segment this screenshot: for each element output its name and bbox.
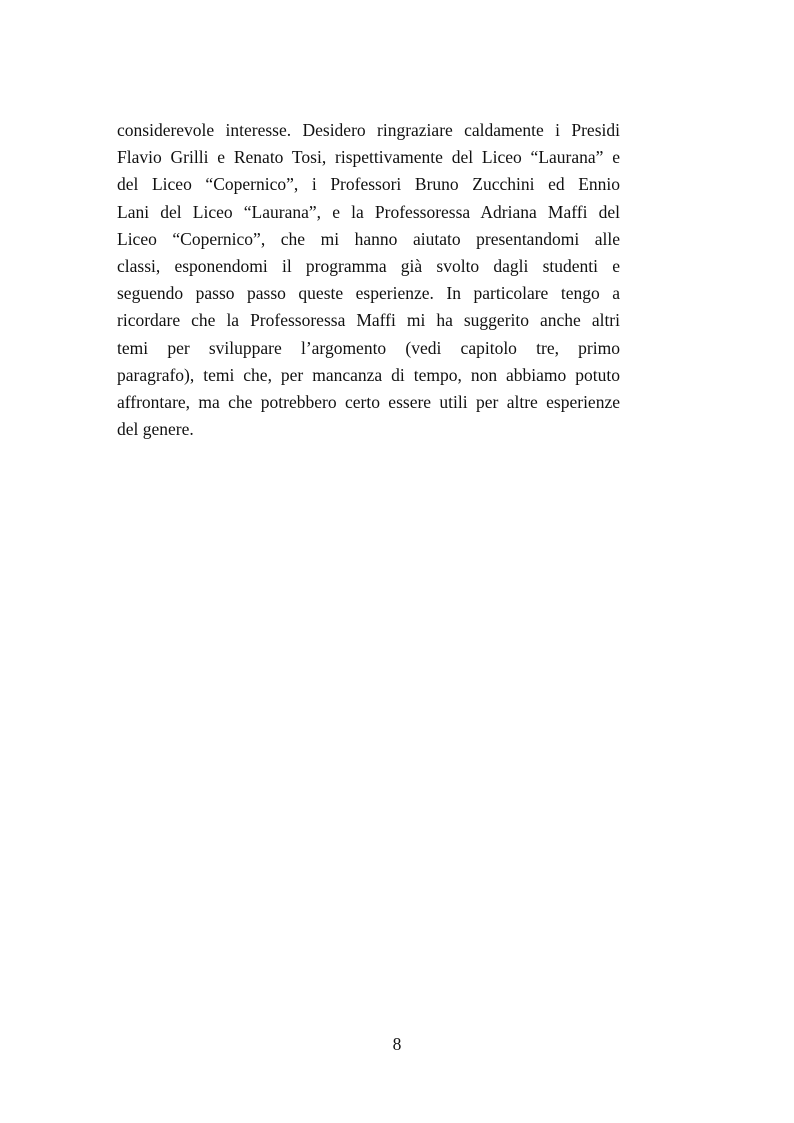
paragraph-line: Lani del Liceo “Laurana”, e la Professoressa Adriana Maffi del — [117, 201, 620, 222]
page-number: 8 — [392, 1034, 402, 1054]
body-paragraph — [117, 117, 620, 443]
paragraph-line: ricordare che la Professoressa Maffi mi ha suggerito anche altri — [117, 310, 620, 331]
paragraph-line: affrontare, ma che potrebbero certo essere utili per altre esperienze — [117, 391, 620, 412]
paragraph-line: del genere. — [117, 419, 194, 440]
paragraph-line: temi per sviluppare l’argomento (vedi capitolo tre, primo — [117, 337, 620, 358]
paragraph-line: Liceo “Copernico”, che mi hanno aiutato presentandomi alle — [117, 228, 620, 249]
paragraph-line: Flavio Grilli e Renato Tosi, rispettivamente del Liceo “Laurana” e — [117, 147, 620, 168]
paragraph-line: considerevole interesse. Desidero ringraziare caldamente i Presidi — [117, 120, 620, 140]
paragraph-line: seguendo passo passo queste esperienze. In particolare tengo a — [117, 283, 620, 304]
paragraph-line: del Liceo “Copernico”, i Professori Bruno Zucchini ed Ennio — [117, 174, 620, 195]
paragraph-line: paragrafo), temi che, per mancanza di tempo, non abbiamo potuto — [117, 364, 620, 385]
paragraph-line: classi, esponendomi il programma già svolto dagli studenti e — [117, 255, 620, 276]
